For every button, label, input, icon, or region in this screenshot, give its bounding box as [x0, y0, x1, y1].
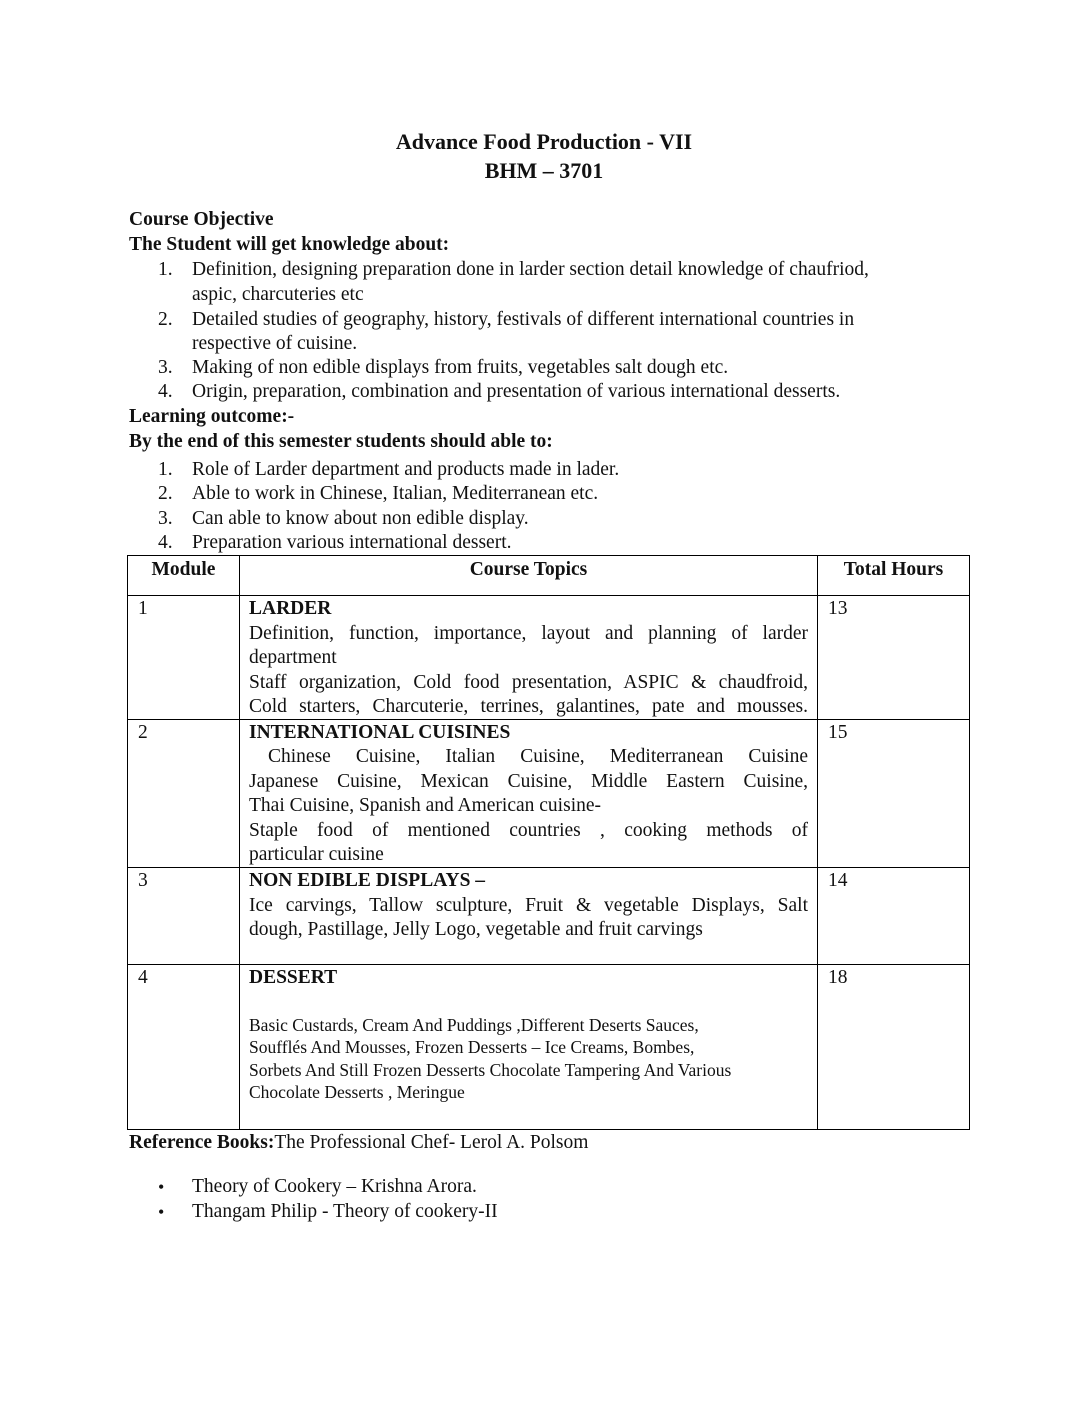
topic-title: DESSERT — [249, 967, 338, 988]
references-label: Reference Books: — [129, 1132, 275, 1153]
objective-item-2-number: 2. — [158, 309, 173, 330]
topic-line: particular cuisine — [249, 844, 384, 865]
course-code: BHM – 3701 — [484, 158, 604, 183]
objective-item-3-line-1: Making of non edible displays from fruits, vegetables salt dough etc. — [192, 357, 729, 378]
module-number: 2 — [138, 722, 148, 743]
topic-line: Cold starters, Charcuterie, terrines, galantines, pate and mousses. — [249, 696, 808, 717]
header-course-topics: Course Topics — [469, 559, 588, 580]
total-hours: 14 — [828, 870, 848, 891]
objective-item-2-line-1: Detailed studies of geography, history, festivals of different international countries in — [192, 309, 855, 330]
topic-title: INTERNATIONAL CUISINES — [249, 722, 511, 743]
table-border-left — [127, 555, 128, 1130]
table-border-bottom — [127, 1129, 970, 1130]
table-row-divider — [127, 719, 970, 720]
topic-title: NON EDIBLE DISPLAYS – — [249, 870, 486, 891]
total-hours: 15 — [828, 722, 848, 743]
topic-line: Definition, function, importance, layout and planning of larder — [249, 623, 808, 644]
topic-title: LARDER — [249, 598, 332, 619]
total-hours: 13 — [828, 598, 848, 619]
topic-line: Soufflés And Mousses, Frozen Desserts – Ice Creams, Bombes, — [249, 1037, 695, 1057]
table-column-divider — [239, 555, 240, 1130]
objective-item-2-line-2: respective of cuisine. — [192, 333, 358, 354]
outcome-item-4-number: 4. — [158, 532, 173, 553]
outcome-item-1-number: 1. — [158, 459, 173, 480]
table-header-divider — [127, 595, 970, 596]
objective-item-4-line-1: Origin, preparation, combination and presentation of various international desserts. — [192, 381, 841, 402]
table-row-divider — [127, 867, 970, 868]
objective-item-1-line-2: aspic, charcuteries etc — [192, 284, 364, 305]
topic-line: Basic Custards, Cream And Puddings ,Different Deserts Sauces, — [249, 1015, 699, 1035]
topic-line: Japanese Cuisine, Mexican Cuisine, Middle Eastern Cuisine, — [249, 771, 808, 792]
topic-line: Chocolate Desserts , Meringue — [249, 1082, 465, 1102]
topic-line: Thai Cuisine, Spanish and American cuisine- — [249, 795, 602, 816]
topic-line: Ice carvings, Tallow sculpture, Fruit & vegetable Displays, Salt — [249, 895, 808, 916]
objective-heading: Course Objective — [129, 209, 274, 230]
table-row-divider — [127, 964, 970, 965]
bullet-icon: • — [158, 1177, 165, 1197]
objective-item-4-number: 4. — [158, 381, 173, 402]
outcome-subheading: By the end of this semester students should able to: — [129, 431, 553, 452]
reference-item: Theory of Cookery – Krishna Arora. — [192, 1176, 477, 1197]
objective-item-3-number: 3. — [158, 357, 173, 378]
topic-line: Sorbets And Still Frozen Desserts Chocolate Tampering And Various — [249, 1060, 732, 1080]
header-module: Module — [151, 559, 216, 580]
header-total-hours: Total Hours — [843, 559, 944, 580]
topic-line: department — [249, 647, 337, 668]
topic-line: Chinese Cuisine, Italian Cuisine, Mediterranean Cuisine — [268, 746, 808, 767]
table-column-divider — [817, 555, 818, 1130]
module-number: 1 — [138, 598, 148, 619]
topic-line: Staff organization, Cold food presentation, ASPIC & chaudfroid, — [249, 672, 808, 693]
topic-line: Staple food of mentioned countries , cooking methods of — [249, 820, 808, 841]
table-border-right — [969, 555, 970, 1130]
outcome-item-1-text: Role of Larder department and products made in lader. — [192, 459, 620, 480]
bullet-icon: • — [158, 1202, 165, 1222]
course-title: Advance Food Production - VII — [395, 129, 693, 154]
objective-subheading: The Student will get knowledge about: — [129, 234, 450, 255]
outcome-heading: Learning outcome:- — [129, 406, 295, 427]
module-number: 4 — [138, 967, 148, 988]
table-border-top — [127, 555, 970, 556]
objective-item-1-line-1: Definition, designing preparation done in larder section detail knowledge of chaufriod, — [192, 259, 869, 280]
outcome-item-2-number: 2. — [158, 483, 173, 504]
references — [129, 1132, 588, 1154]
outcome-item-3-number: 3. — [158, 508, 173, 529]
outcome-item-2-text: Able to work in Chinese, Italian, Mediterranean etc. — [192, 483, 599, 504]
outcome-item-4-text: Preparation various international dessert. — [192, 532, 512, 553]
outcome-item-3-text: Can able to know about non edible display. — [192, 508, 529, 529]
reference-item: Thangam Philip - Theory of cookery-II — [192, 1201, 498, 1222]
total-hours: 18 — [828, 967, 848, 988]
module-number: 3 — [138, 870, 148, 891]
topic-line: dough, Pastillage, Jelly Logo, vegetable and fruit carvings — [249, 919, 703, 940]
reference-first: The Professional Chef- Lerol A. Polsom — [274, 1132, 589, 1153]
objective-item-1-number: 1. — [158, 259, 173, 280]
